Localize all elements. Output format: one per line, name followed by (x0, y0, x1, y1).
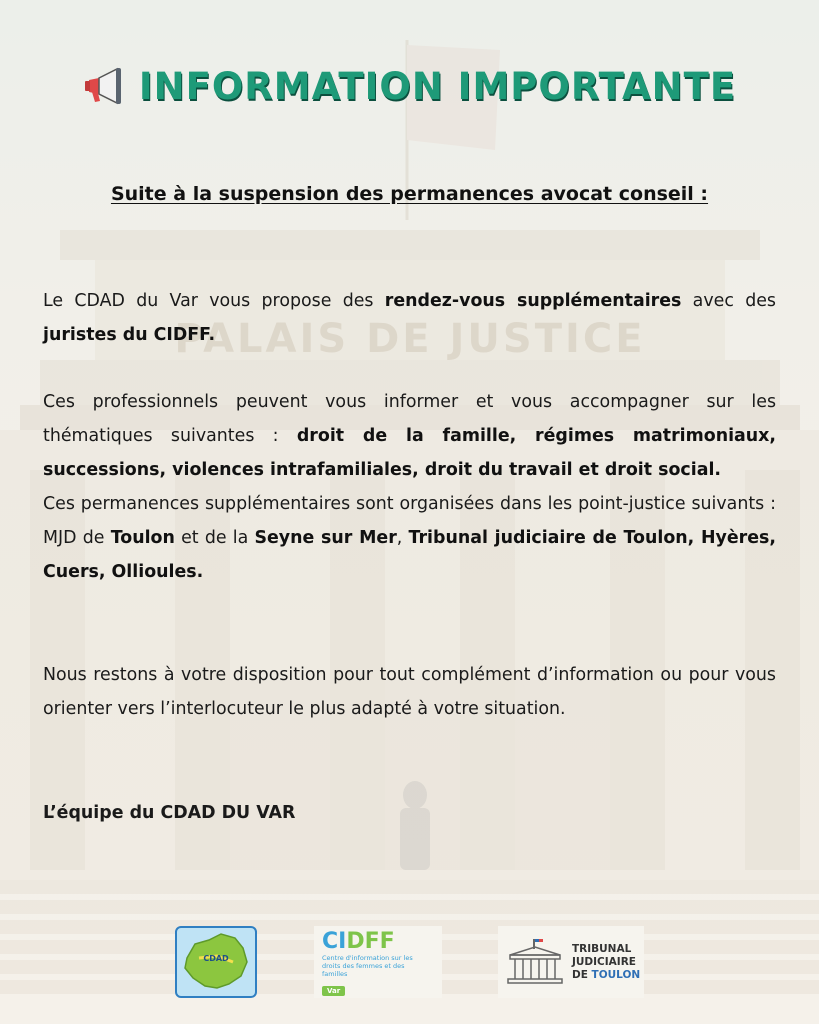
cidff-name-ci: CI (322, 929, 347, 954)
tribunal-line-3-prefix: DE (572, 968, 592, 981)
p1-bold-1: rendez-vous supplémentaires (384, 291, 682, 311)
tribunal-line-2: JUDICIAIRE (572, 955, 636, 968)
tribunal-logo (498, 926, 644, 998)
p2-bold-1: droit de la famille, régimes matrimoniaux, successions, violences intrafamiliales, droit du travail et droit social. (43, 426, 776, 480)
var-map-icon (177, 928, 255, 996)
p2-bold-seyne: Seyne sur Mer (254, 528, 397, 548)
tribunal-name (572, 943, 640, 982)
page-title: INFORMATION IMPORTANTE (138, 64, 737, 108)
p2-text-4: , (396, 528, 409, 548)
partner-logos (0, 926, 819, 1002)
p2-text-2: Ces permanences supplémentaires sont organisées dans les point-justice suivants : MJD de (43, 494, 776, 548)
cdad-logo (175, 926, 257, 998)
tribunal-line-3 (572, 969, 640, 982)
cidff-subtitle: Centre d'information sur les droits des femmes et des familles (322, 954, 413, 978)
title-row (0, 60, 819, 112)
p1-text-1: Le CDAD du Var vous propose des (43, 291, 385, 311)
cdad-logo-text: CDAD (203, 954, 229, 963)
cidff-logo (314, 926, 442, 998)
p1-text-2: avec des (681, 291, 776, 311)
paragraph-thematiques (43, 385, 776, 589)
paragraph-disposition: Nous restons à votre disposition pour tout complément d’information ou pour vous orienter vers l’interlocuteur le plus adapté à votre situation. (43, 665, 776, 719)
cidff-name (322, 930, 434, 954)
p2-text-1: Ces professionnels peuvent vous informer et vous accompagner sur les thématiques suivantes : (43, 392, 776, 446)
tribunal-line-1: TRIBUNAL (572, 942, 632, 955)
p2-bold-toulon: Toulon (110, 528, 175, 548)
courthouse-icon (506, 937, 564, 987)
cidff-region-badge: Var (322, 986, 345, 996)
palais-de-justice-sign: PALAIS DE JUSTICE (174, 316, 646, 362)
p2-text-3: et de la (174, 528, 255, 548)
p1-bold-2: juristes du CIDFF. (43, 325, 216, 345)
signature: L’équipe du CDAD DU VAR (43, 803, 296, 823)
paragraph-rendez-vous (43, 284, 776, 352)
p2-bold-tribunal: Tribunal judiciaire de Toulon, Hyères, Cuers, Ollioules. (43, 528, 777, 582)
megaphone-icon (83, 66, 127, 106)
tribunal-city: TOULON (591, 968, 641, 981)
cidff-name-dff: DFF (346, 929, 395, 954)
subtitle: Suite à la suspension des permanences avocat conseil : (110, 183, 709, 205)
